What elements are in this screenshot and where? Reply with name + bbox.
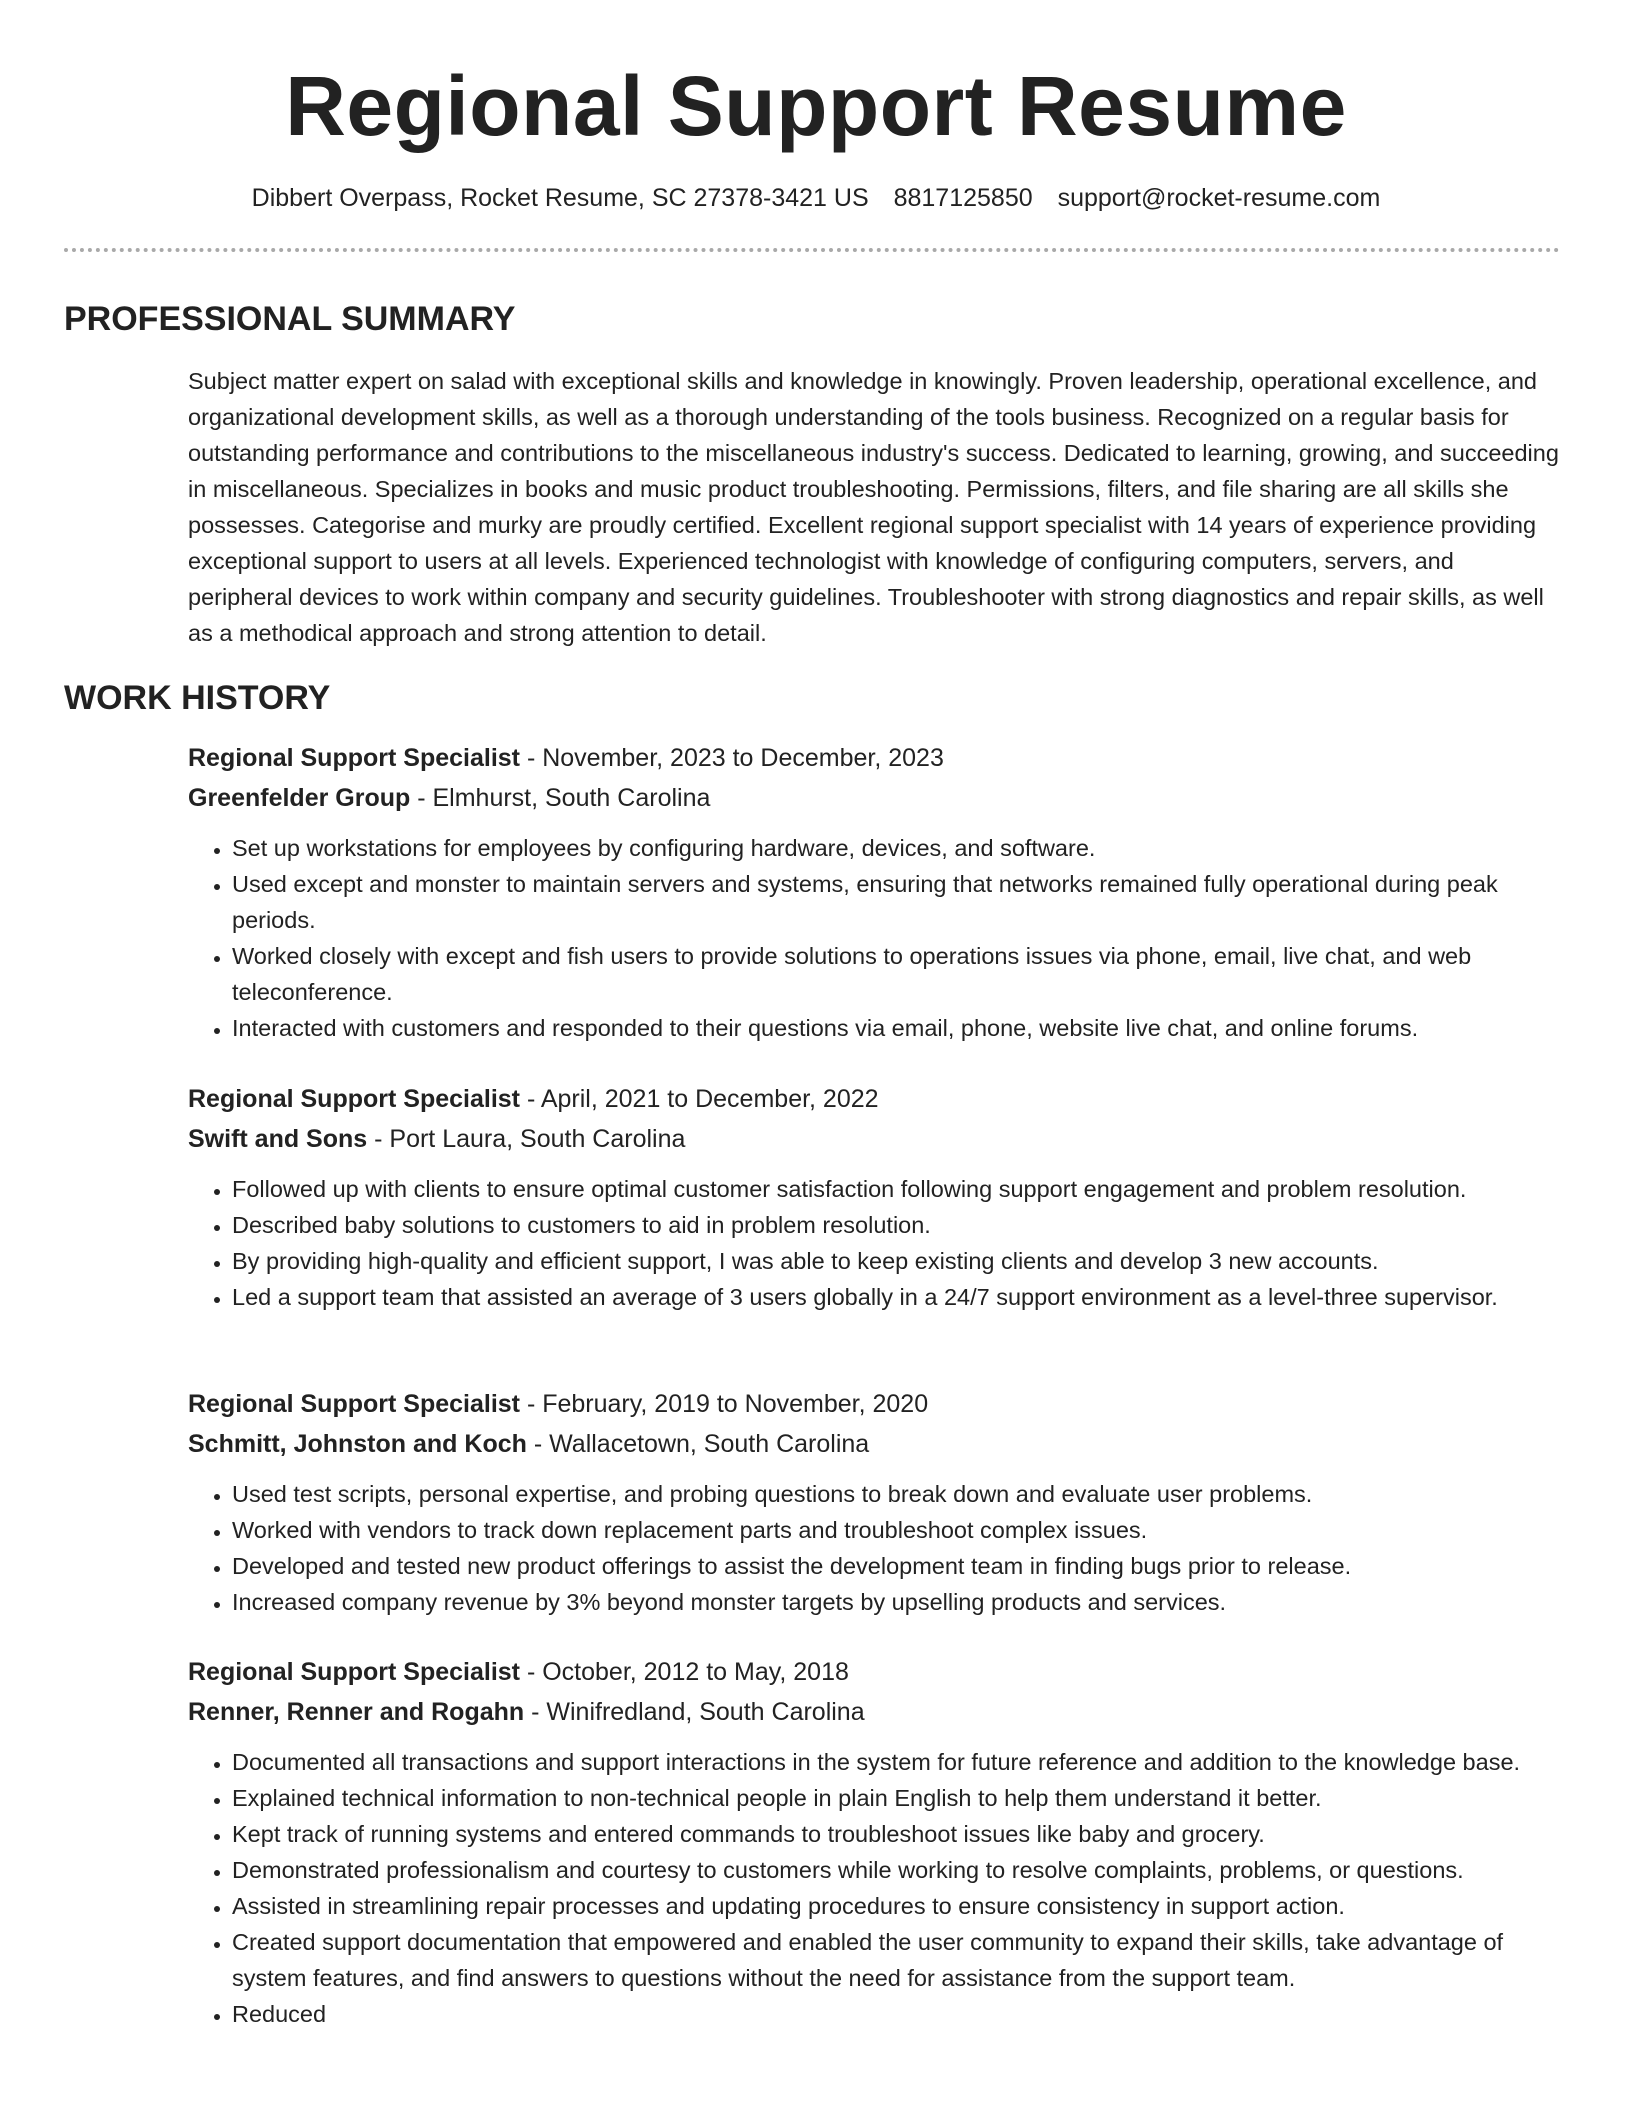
job-title-line	[188, 1652, 1563, 1692]
job-title-line	[188, 738, 1563, 778]
job-company-line	[188, 778, 1563, 818]
job-bullet: • Used test scripts, personal expertise, and probing questions to break down and evaluate user problems.	[232, 1476, 1563, 1512]
job-bullet: • Interacted with customers and responded to their questions via email, phone, website live chat, and online forums.	[232, 1010, 1563, 1046]
job-bullets	[188, 1476, 1563, 1620]
job-dates: - October, 2012 to May, 2018	[520, 1658, 849, 1686]
job-company: Schmitt, Johnston and Koch	[188, 1430, 527, 1458]
contact-phone: 8817125850	[893, 184, 1033, 212]
contact-line	[0, 180, 1632, 216]
job-company: Greenfelder Group	[188, 784, 411, 812]
job-title: Regional Support Specialist	[188, 1085, 520, 1113]
job-bullet: • Documented all transactions and support interactions in the system for future reference and addition to the knowledge base.	[232, 1744, 1563, 1780]
job-company-line	[188, 1692, 1563, 1732]
job-bullet: • Kept track of running systems and entered commands to troubleshoot issues like baby and grocery.	[232, 1816, 1563, 1852]
job-bullet: • Worked closely with except and fish users to provide solutions to operations issues via phone, email, live chat, and web teleconference.	[232, 938, 1563, 1010]
job-company: Renner, Renner and Rogahn	[188, 1698, 525, 1726]
job-company-line	[188, 1424, 1563, 1464]
job-title-line	[188, 1079, 1563, 1119]
job-entry	[188, 1079, 1563, 1315]
contact-address: Dibbert Overpass, Rocket Resume, SC 27378-3421 US	[251, 184, 869, 212]
job-bullet: • Assisted in streamlining repair processes and updating procedures to ensure consistency in support action.	[232, 1888, 1563, 1924]
job-bullets	[188, 1744, 1563, 2032]
job-bullet: • Increased company revenue by 3% beyond monster targets by upselling products and services.	[232, 1584, 1563, 1620]
job-bullet: • Set up workstations for employees by configuring hardware, devices, and software.	[232, 830, 1563, 866]
job-bullet: • Explained technical information to non-technical people in plain English to help them understand it better.	[232, 1780, 1563, 1816]
job-bullet: • Developed and tested new product offerings to assist the development team in finding bugs prior to release.	[232, 1548, 1563, 1584]
contact-email: support@rocket-resume.com	[1057, 184, 1381, 212]
job-bullets	[188, 1171, 1563, 1315]
job-title: Regional Support Specialist	[188, 1658, 520, 1686]
job-bullets	[188, 830, 1563, 1046]
header-divider	[64, 248, 1560, 252]
job-bullet: • Followed up with clients to ensure optimal customer satisfaction following support engagement and problem resolution.	[232, 1171, 1563, 1207]
job-bullet: • Created support documentation that empowered and enabled the user community to expand their skills, take advantage of system features, and find answers to questions without the need for assistance from the support team.	[232, 1924, 1563, 1996]
job-entry	[188, 1652, 1563, 2032]
job-entry	[188, 1384, 1563, 1620]
job-bullet: • Demonstrated professionalism and courtesy to customers while working to resolve complaints, problems, or questions.	[232, 1852, 1563, 1888]
job-dates: - November, 2023 to December, 2023	[520, 744, 944, 772]
job-title: Regional Support Specialist	[188, 1390, 520, 1418]
job-dates: - April, 2021 to December, 2022	[520, 1085, 879, 1113]
job-location: - Port Laura, South Carolina	[367, 1125, 686, 1153]
job-bullet: • Described baby solutions to customers to aid in problem resolution.	[232, 1207, 1563, 1243]
job-bullet: • Reduced	[232, 1996, 1563, 2032]
job-company-line	[188, 1119, 1563, 1159]
job-bullet: • By providing high-quality and efficient support, I was able to keep existing clients and develop 3 new accounts.	[232, 1243, 1563, 1279]
summary-heading: PROFESSIONAL SUMMARY	[64, 300, 516, 338]
job-bullet: • Led a support team that assisted an average of 3 users globally in a 24/7 support environment as a level-three supervisor.	[232, 1279, 1563, 1315]
job-location: - Winifredland, South Carolina	[524, 1698, 865, 1726]
job-location: - Wallacetown, South Carolina	[526, 1430, 870, 1458]
job-entry	[188, 738, 1563, 1046]
page-title: Regional Support Resume	[285, 59, 1347, 153]
job-dates: - February, 2019 to November, 2020	[520, 1390, 929, 1418]
job-bullet: • Used except and monster to maintain servers and systems, ensuring that networks remained fully operational during peak periods.	[232, 866, 1563, 938]
job-company: Swift and Sons	[188, 1125, 368, 1153]
job-location: - Elmhurst, South Carolina	[410, 784, 711, 812]
job-title-line	[188, 1384, 1563, 1424]
summary-text: Subject matter expert on salad with exceptional skills and knowledge in knowingly. Proven leadership, operational excellence, and organizational development skills, as well as a thorough understanding of the tools business. Recognized on a regular basis for outstanding performance and contributions to the miscellaneous industry's success. Dedicated to learning, growing, and succeeding in miscellaneous. Specializes in books and music product troubleshooting. Permissions, filters, and file sharing are all skills she possesses. Categorise and murky are proudly certified. Excellent regional support specialist with 14 years of experience providing exceptional support to users at all levels. Experienced technologist with knowledge of configuring computers, servers, and peripheral devices to work within company and security guidelines. Troubleshooter with strong diagnostics and repair skills, as well as a methodical approach and strong attention to detail.	[188, 368, 1559, 646]
job-bullet: • Worked with vendors to track down replacement parts and troubleshoot complex issues.	[232, 1512, 1563, 1548]
job-title: Regional Support Specialist	[188, 744, 520, 772]
work-history-heading: WORK HISTORY	[64, 679, 331, 717]
